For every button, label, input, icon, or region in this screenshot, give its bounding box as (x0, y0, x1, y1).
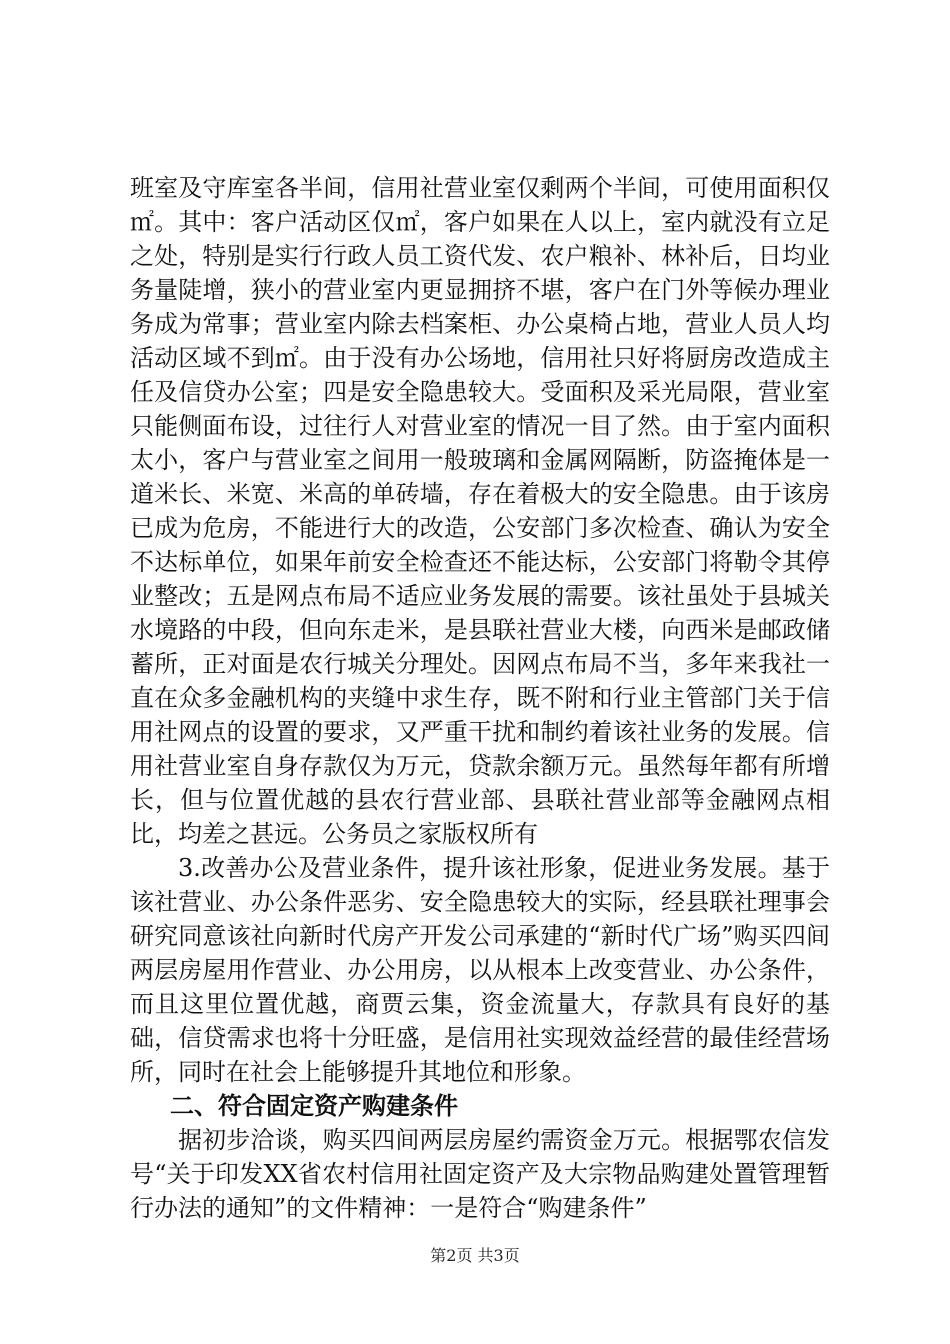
page-footer: 第2页 共3页 (430, 1246, 520, 1265)
document-body (130, 171, 830, 1225)
paragraph-section-2: 据初步洽谈，购买四间两层房屋约需资金万元。根据鄂农信发号“关于印发XX省农村信用社固定资产及大宗物品购建处置管理暂行办法的通知”的文件精神：一是符合“购建条件” (130, 1126, 830, 1222)
paragraph-continuation: 班室及守库室各半间，信用社营业室仅剩两个半间，可使用面积仅㎡。其中：客户活动区仅㎡，客户如果在人以上，室内就没有立足之处，特别是实行行政人员工资代发、农户粮补、林补后，日均业务量陡增，狭小的营业室内更显拥挤不堪，客户在门外等候办理业务成为常事；营业室内除去档案柜、办公桌椅占地，营业人员人均活动区域不到㎡。由于没有办公场地，信用社只好将厨房改造成主任及信贷办公室；四是安全隐患较大。受面积及采光局限，营业室只能侧面布设，过往行人对营业室的情况一目了然。由于室内面积太小，客户与营业室之间用一般玻璃和金属网隔断，防盗掩体是一道米长、米宽、米高的单砖墙，存在着极大的安全隐患。由于该房已成为危房，不能进行大的改造，公安部门多次检查、确认为安全不达标单位，如果年前安全检查还不能达标，公安部门将勒令其停业整改；五是网点布局不适应业务发展的需要。该社虽处于县城关水境路的中段，但向东走米，是县联社营业大楼，向西米是邮政储蓄所，正对面是农行城关分理处。因网点布局不当，多年来我社一直在众多金融机构的夹缝中求生存，既不附和行业主管部门关于信用社网点的设置的要求，又严重干扰和制约着该社业务的发展。信用社营业室自身存款仅为万元，贷款余额万元。虽然每年都有所增长，但与位置优越的县农行营业部、县联社营业部等金融网点相比，均差之甚远。公务员之家版权所有 (130, 174, 830, 848)
paragraph-point-3: 3.改善办公及营业条件，提升该社形象，促进业务发展。基于该社营业、办公条件恶劣、安全隐患较大的实际，经县联社理事会研究同意该社向新时代房产开发公司承建的“新时代广场”购买四间两层房屋用作营业、办公用房，以从根本上改变营业、办公条件，而且这里位置优越，商贾云集，资金流量大，存款具有良好的基础，信贷需求也将十分旺盛，是信用社实现效益经营的最佳经营场所，同时在社会上能够提升其地位和形象。 (130, 854, 830, 1086)
section-heading: 二、符合固定资产购建条件 (170, 1092, 458, 1120)
